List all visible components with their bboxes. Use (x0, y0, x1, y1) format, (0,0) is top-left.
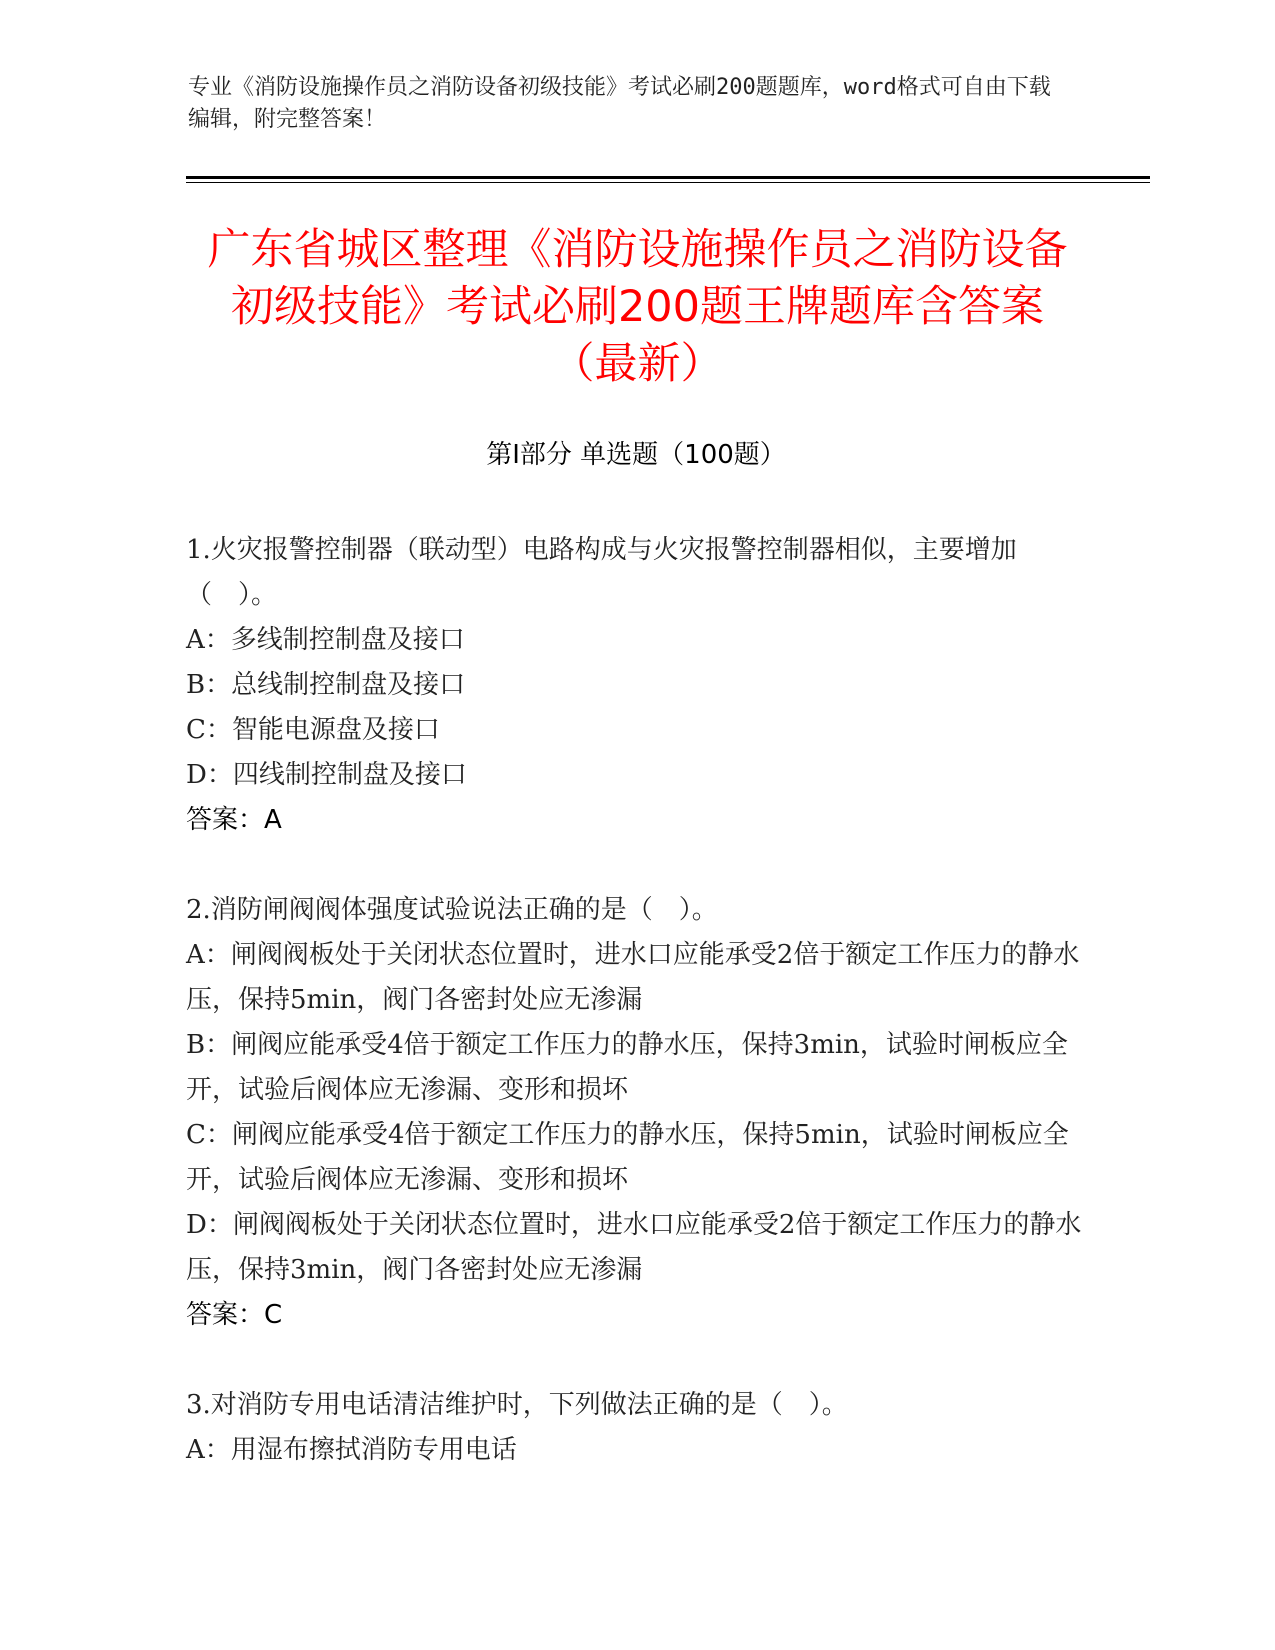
question-2 (186, 888, 1086, 1338)
option-a: A：闸阀阀板处于关闭状态位置时，进水口应能承受2倍于额定工作压力的静水压，保持5min，阀门各密封处应无渗漏 (186, 940, 1080, 1015)
question-list (186, 528, 1086, 1518)
section-title: 第Ⅰ部分 单选题（100题） (486, 440, 786, 470)
option-a: A：多线制控制盘及接口 (186, 625, 465, 655)
option-d: D：闸阀阀板处于关闭状态位置时，进水口应能承受2倍于额定工作压力的静水压，保持3min，阀门各密封处应无渗漏 (186, 1210, 1082, 1285)
option-b: B：总线制控制盘及接口 (186, 670, 466, 700)
option-c: C：智能电源盘及接口 (186, 715, 440, 745)
header-rule-thick (186, 176, 1150, 179)
header-note: 专业《消防设施操作员之消防设备初级技能》考试必刷200题题库，word格式可自由下载编辑，附完整答案！ (188, 75, 1051, 132)
question-3 (186, 1383, 1086, 1473)
option-c: C：闸阀应能承受4倍于额定工作压力的静水压，保持5min，试验时闸板应全开，试验后阀体应无渗漏、变形和损坏 (186, 1120, 1069, 1195)
question-stem: 1.火灾报警控制器（联动型）电路构成与火灾报警控制器相似，主要增加（ ）。 (186, 535, 1017, 610)
answer: 答案：C (186, 1300, 283, 1330)
answer: 答案：A (186, 805, 282, 835)
option-d: D：四线制控制盘及接口 (186, 760, 467, 790)
question-stem: 3.对消防专用电话清洁维护时，下列做法正确的是（ ）。 (186, 1390, 848, 1420)
option-b: B：闸阀应能承受4倍于额定工作压力的静水压，保持3min，试验时闸板应全开，试验后阀体应无渗漏、变形和损坏 (186, 1030, 1068, 1105)
header-rule-thin (186, 182, 1150, 183)
document-title: 广东省城区整理《消防设施操作员之消防设备初级技能》考试必刷200题王牌题库含答案（最新） (207, 225, 1068, 389)
option-a: A：用湿布擦拭消防专用电话 (186, 1435, 517, 1465)
question-stem: 2.消防闸阀阀体强度试验说法正确的是（ ）。 (186, 895, 718, 925)
question-1 (186, 528, 1086, 843)
